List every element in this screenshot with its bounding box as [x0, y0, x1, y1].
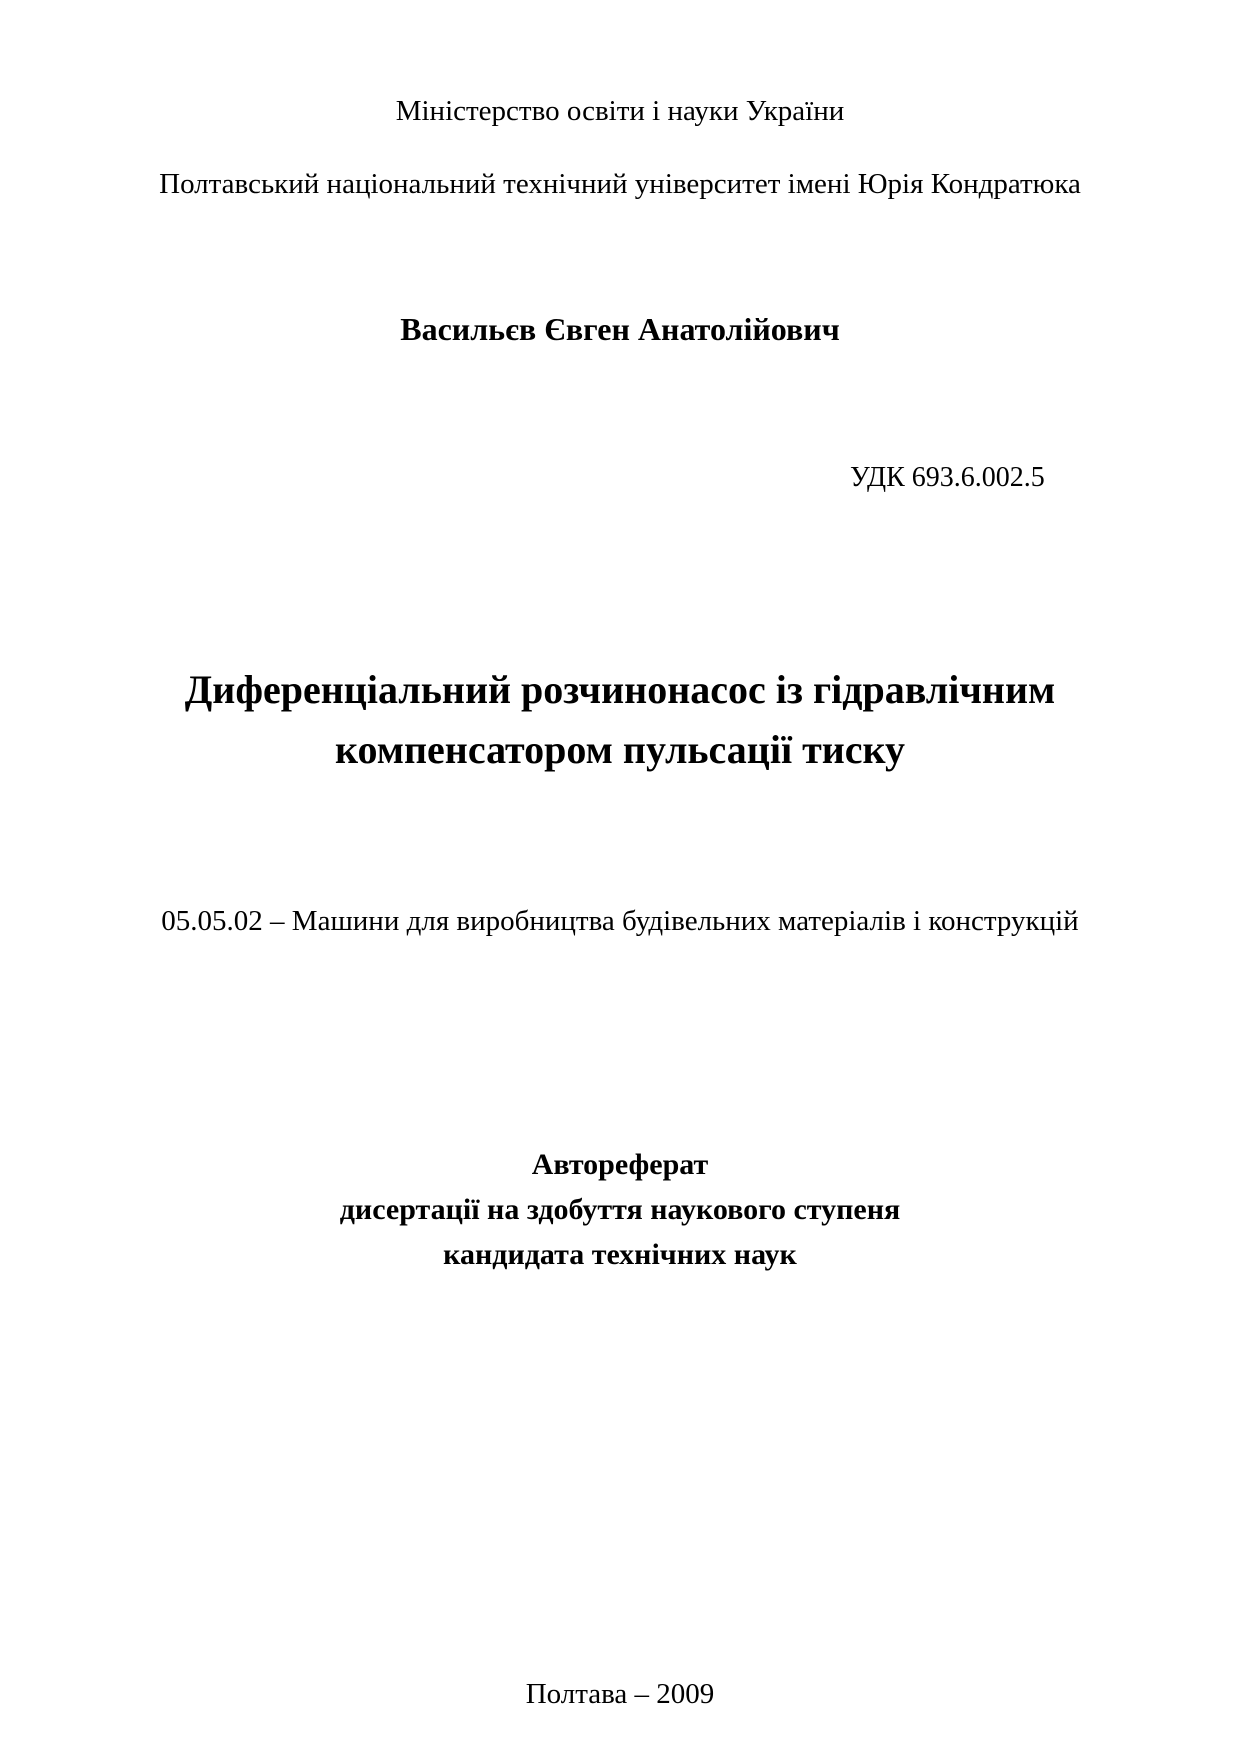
author-name: Васильєв Євген Анатолійович [400, 311, 840, 347]
thesis-title-line-1: Диференціальний розчинонасос із гідравлічним [184, 667, 1056, 712]
document-type-line-1: Автореферат [531, 1148, 709, 1181]
university-name: Полтавський національний технічний університет імені Юрія Кондратюка [159, 168, 1081, 200]
udk-code: УДК 693.6.002.5 [850, 462, 1045, 493]
ministry-name: Міністерство освіти і науки України [395, 95, 845, 127]
document-type-line-3: кандидата технічних наук [443, 1238, 797, 1271]
document-type-line-2: дисертації на здобуття наукового ступеня [339, 1193, 901, 1226]
place-and-year: Полтава – 2009 [525, 1678, 715, 1710]
thesis-title-line-2: компенсатором пульсації тиску [335, 727, 905, 772]
specialty: 05.05.02 – Машини для виробництва будівельних матеріалів і конструкцій [161, 905, 1079, 937]
